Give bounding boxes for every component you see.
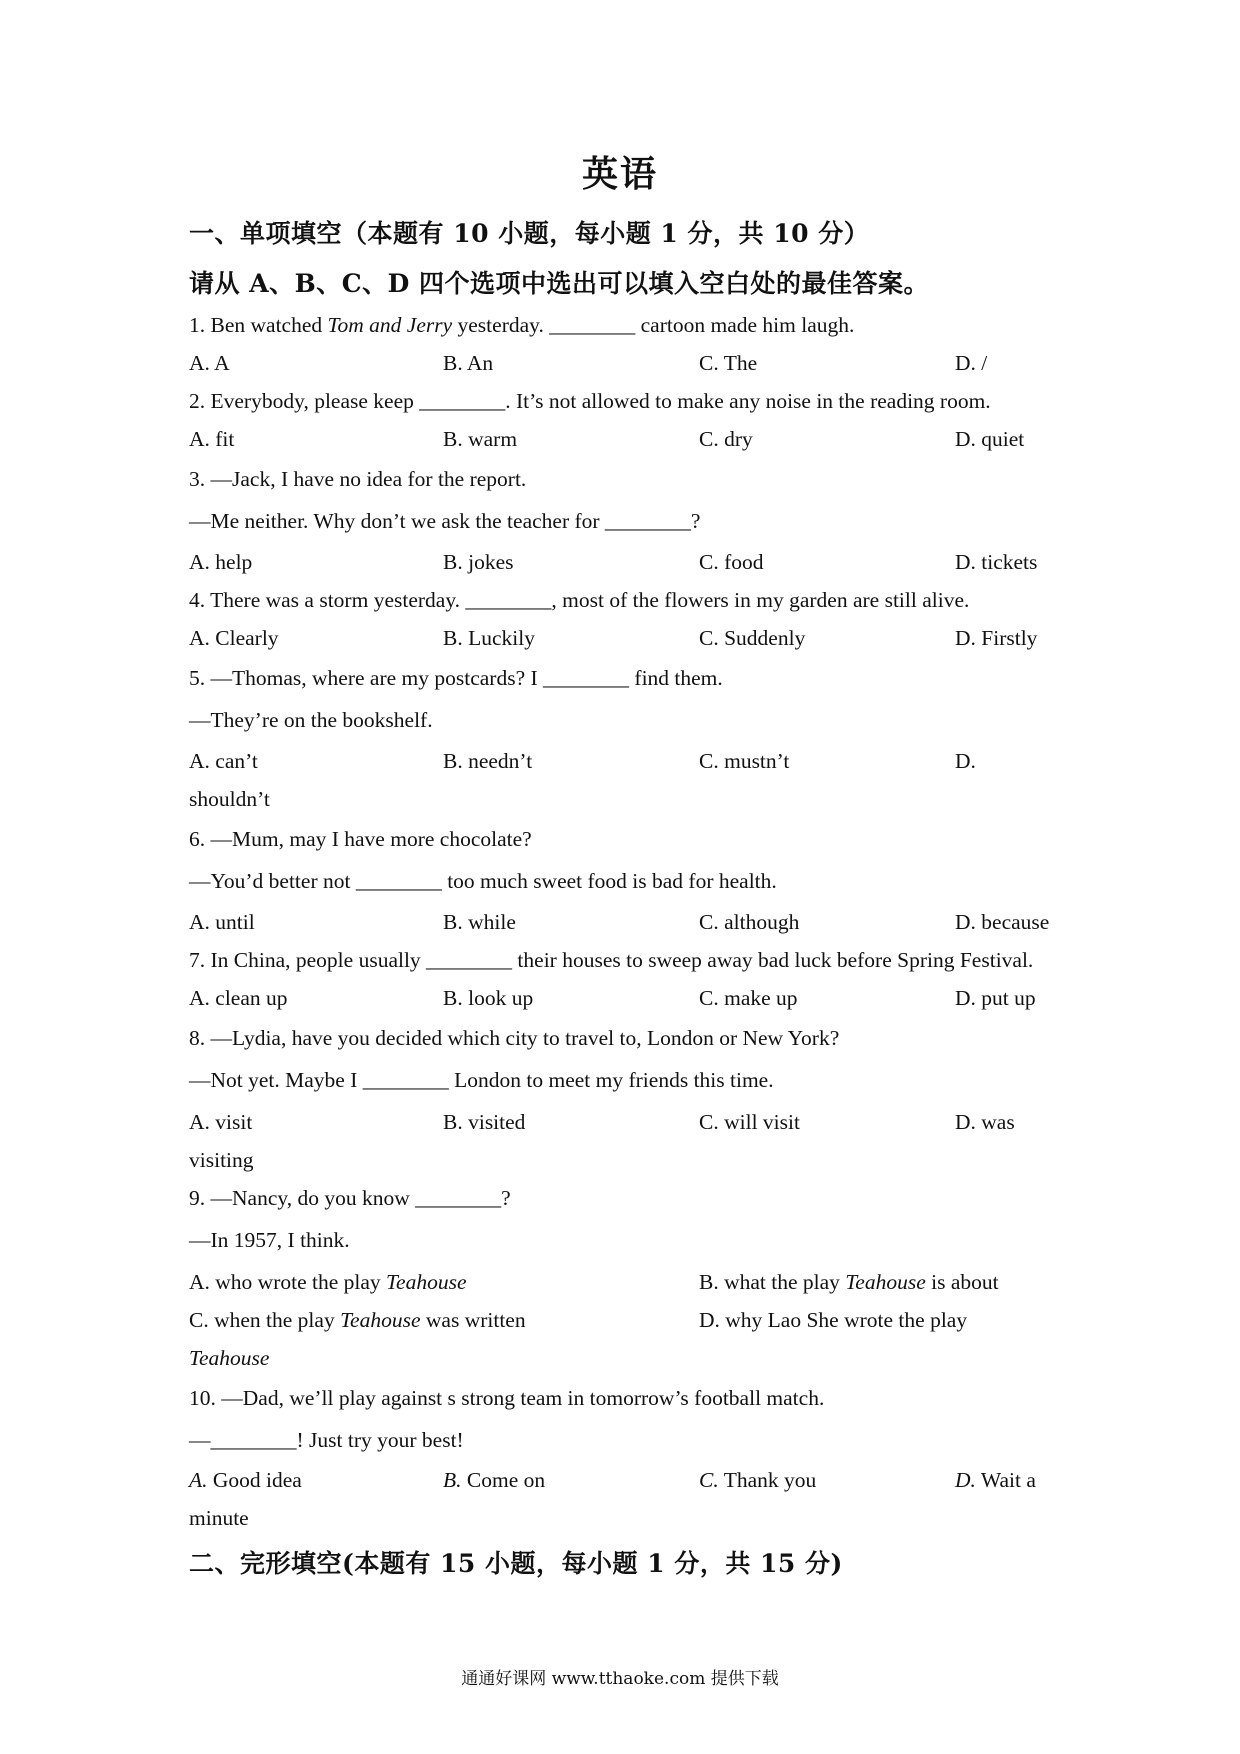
question-3-line-2: —Me neither. Why don’t we ask the teacher for ________? bbox=[189, 509, 701, 533]
question-9-line-1: 9. —Nancy, do you know ________? bbox=[189, 1186, 511, 1210]
section-1-heading: 一、单项填空（本题有 10 小题，每小题 1 分，共 10 分） bbox=[189, 219, 870, 248]
q10-option-b: B. Come on bbox=[443, 1468, 546, 1492]
q10-option-d: D. Wait a bbox=[955, 1468, 1036, 1492]
q10-option-a: A. Good idea bbox=[189, 1468, 302, 1492]
q8-option-c: C. will visit bbox=[699, 1110, 800, 1134]
q5-option-b: B. needn’t bbox=[443, 749, 533, 773]
q4-option-d: D. Firstly bbox=[955, 626, 1038, 650]
page-footer: 通通好课网 www.tthaoke.com 提供下载 bbox=[461, 1669, 779, 1689]
q1-option-b: B. An bbox=[443, 351, 494, 375]
q3-option-d: D. tickets bbox=[955, 550, 1038, 574]
q2-option-d: D. quiet bbox=[955, 427, 1025, 451]
q6-option-b: B. while bbox=[443, 910, 516, 934]
question-9-line-2: —In 1957, I think. bbox=[189, 1228, 350, 1252]
question-8-line-2: —Not yet. Maybe I ________ London to meet my friends this time. bbox=[189, 1068, 774, 1092]
q7-option-b: B. look up bbox=[443, 986, 534, 1010]
q1-option-c: C. The bbox=[699, 351, 758, 375]
question-6-line-2: —You’d better not ________ too much sweet food is bad for health. bbox=[189, 869, 777, 893]
q3-option-b: B. jokes bbox=[443, 550, 514, 574]
section-1-instruction: 请从 A、B、C、D 四个选项中选出可以填入空白处的最佳答案。 bbox=[189, 269, 930, 298]
q2-option-c: C. dry bbox=[699, 427, 753, 451]
q9-option-d: D. why Lao She wrote the play bbox=[699, 1308, 968, 1332]
q1-option-d: D. / bbox=[955, 351, 988, 375]
question-2: 2. Everybody, please keep ________. It’s not allowed to make any noise in the reading room. bbox=[189, 389, 991, 413]
q4-option-b: B. Luckily bbox=[443, 626, 535, 650]
question-7: 7. In China, people usually ________ their houses to sweep away bad luck before Spring Festival. bbox=[189, 948, 1034, 972]
question-1: 1. Ben watched Tom and Jerry yesterday. ________ cartoon made him laugh. bbox=[189, 313, 855, 337]
q9-option-d-wrap: Teahouse bbox=[189, 1346, 270, 1370]
question-3-line-1: 3. —Jack, I have no idea for the report. bbox=[189, 467, 527, 491]
question-8-line-1: 8. —Lydia, have you decided which city to travel to, London or New York? bbox=[189, 1026, 840, 1050]
q7-option-a: A. clean up bbox=[189, 986, 288, 1010]
q3-option-c: C. food bbox=[699, 550, 764, 574]
question-5-line-2: —They’re on the bookshelf. bbox=[189, 708, 433, 732]
q5-option-c: C. mustn’t bbox=[699, 749, 790, 773]
q4-option-c: C. Suddenly bbox=[699, 626, 806, 650]
question-6-line-1: 6. —Mum, may I have more chocolate? bbox=[189, 827, 532, 851]
q9-option-c: C. when the play Teahouse was written bbox=[189, 1308, 526, 1332]
q5-option-a: A. can’t bbox=[189, 749, 258, 773]
q8-option-d: D. was bbox=[955, 1110, 1015, 1134]
q7-option-d: D. put up bbox=[955, 986, 1036, 1010]
question-5-line-1: 5. —Thomas, where are my postcards? I ________ find them. bbox=[189, 666, 723, 690]
q9-option-a: A. who wrote the play Teahouse bbox=[189, 1270, 467, 1294]
q10-option-d-wrap: minute bbox=[189, 1506, 249, 1530]
question-4: 4. There was a storm yesterday. ________, most of the flowers in my garden are still alive. bbox=[189, 588, 970, 612]
q7-option-c: C. make up bbox=[699, 986, 798, 1010]
page-title: 英语 bbox=[581, 153, 658, 195]
q8-option-d-wrap: visiting bbox=[189, 1148, 254, 1172]
q2-option-b: B. warm bbox=[443, 427, 518, 451]
q10-option-c: C. Thank you bbox=[699, 1468, 817, 1492]
section-2-heading: 二、完形填空(本题有 15 小题，每小题 1 分，共 15 分) bbox=[189, 1549, 843, 1578]
q2-option-a: A. fit bbox=[189, 427, 235, 451]
q3-option-a: A. help bbox=[189, 550, 253, 574]
question-10-line-1: 10. —Dad, we’ll play against s strong team in tomorrow’s football match. bbox=[189, 1386, 825, 1410]
q4-option-a: A. Clearly bbox=[189, 626, 279, 650]
q5-option-d: D. bbox=[955, 749, 976, 773]
question-10-line-2: —________! Just try your best! bbox=[189, 1428, 464, 1452]
q8-option-a: A. visit bbox=[189, 1110, 253, 1134]
q9-option-b: B. what the play Teahouse is about bbox=[699, 1270, 999, 1294]
q1-option-a: A. A bbox=[189, 351, 230, 375]
q5-option-d-wrap: shouldn’t bbox=[189, 787, 270, 811]
q6-option-c: C. although bbox=[699, 910, 800, 934]
q6-option-d: D. because bbox=[955, 910, 1050, 934]
q8-option-b: B. visited bbox=[443, 1110, 526, 1134]
q6-option-a: A. until bbox=[189, 910, 255, 934]
